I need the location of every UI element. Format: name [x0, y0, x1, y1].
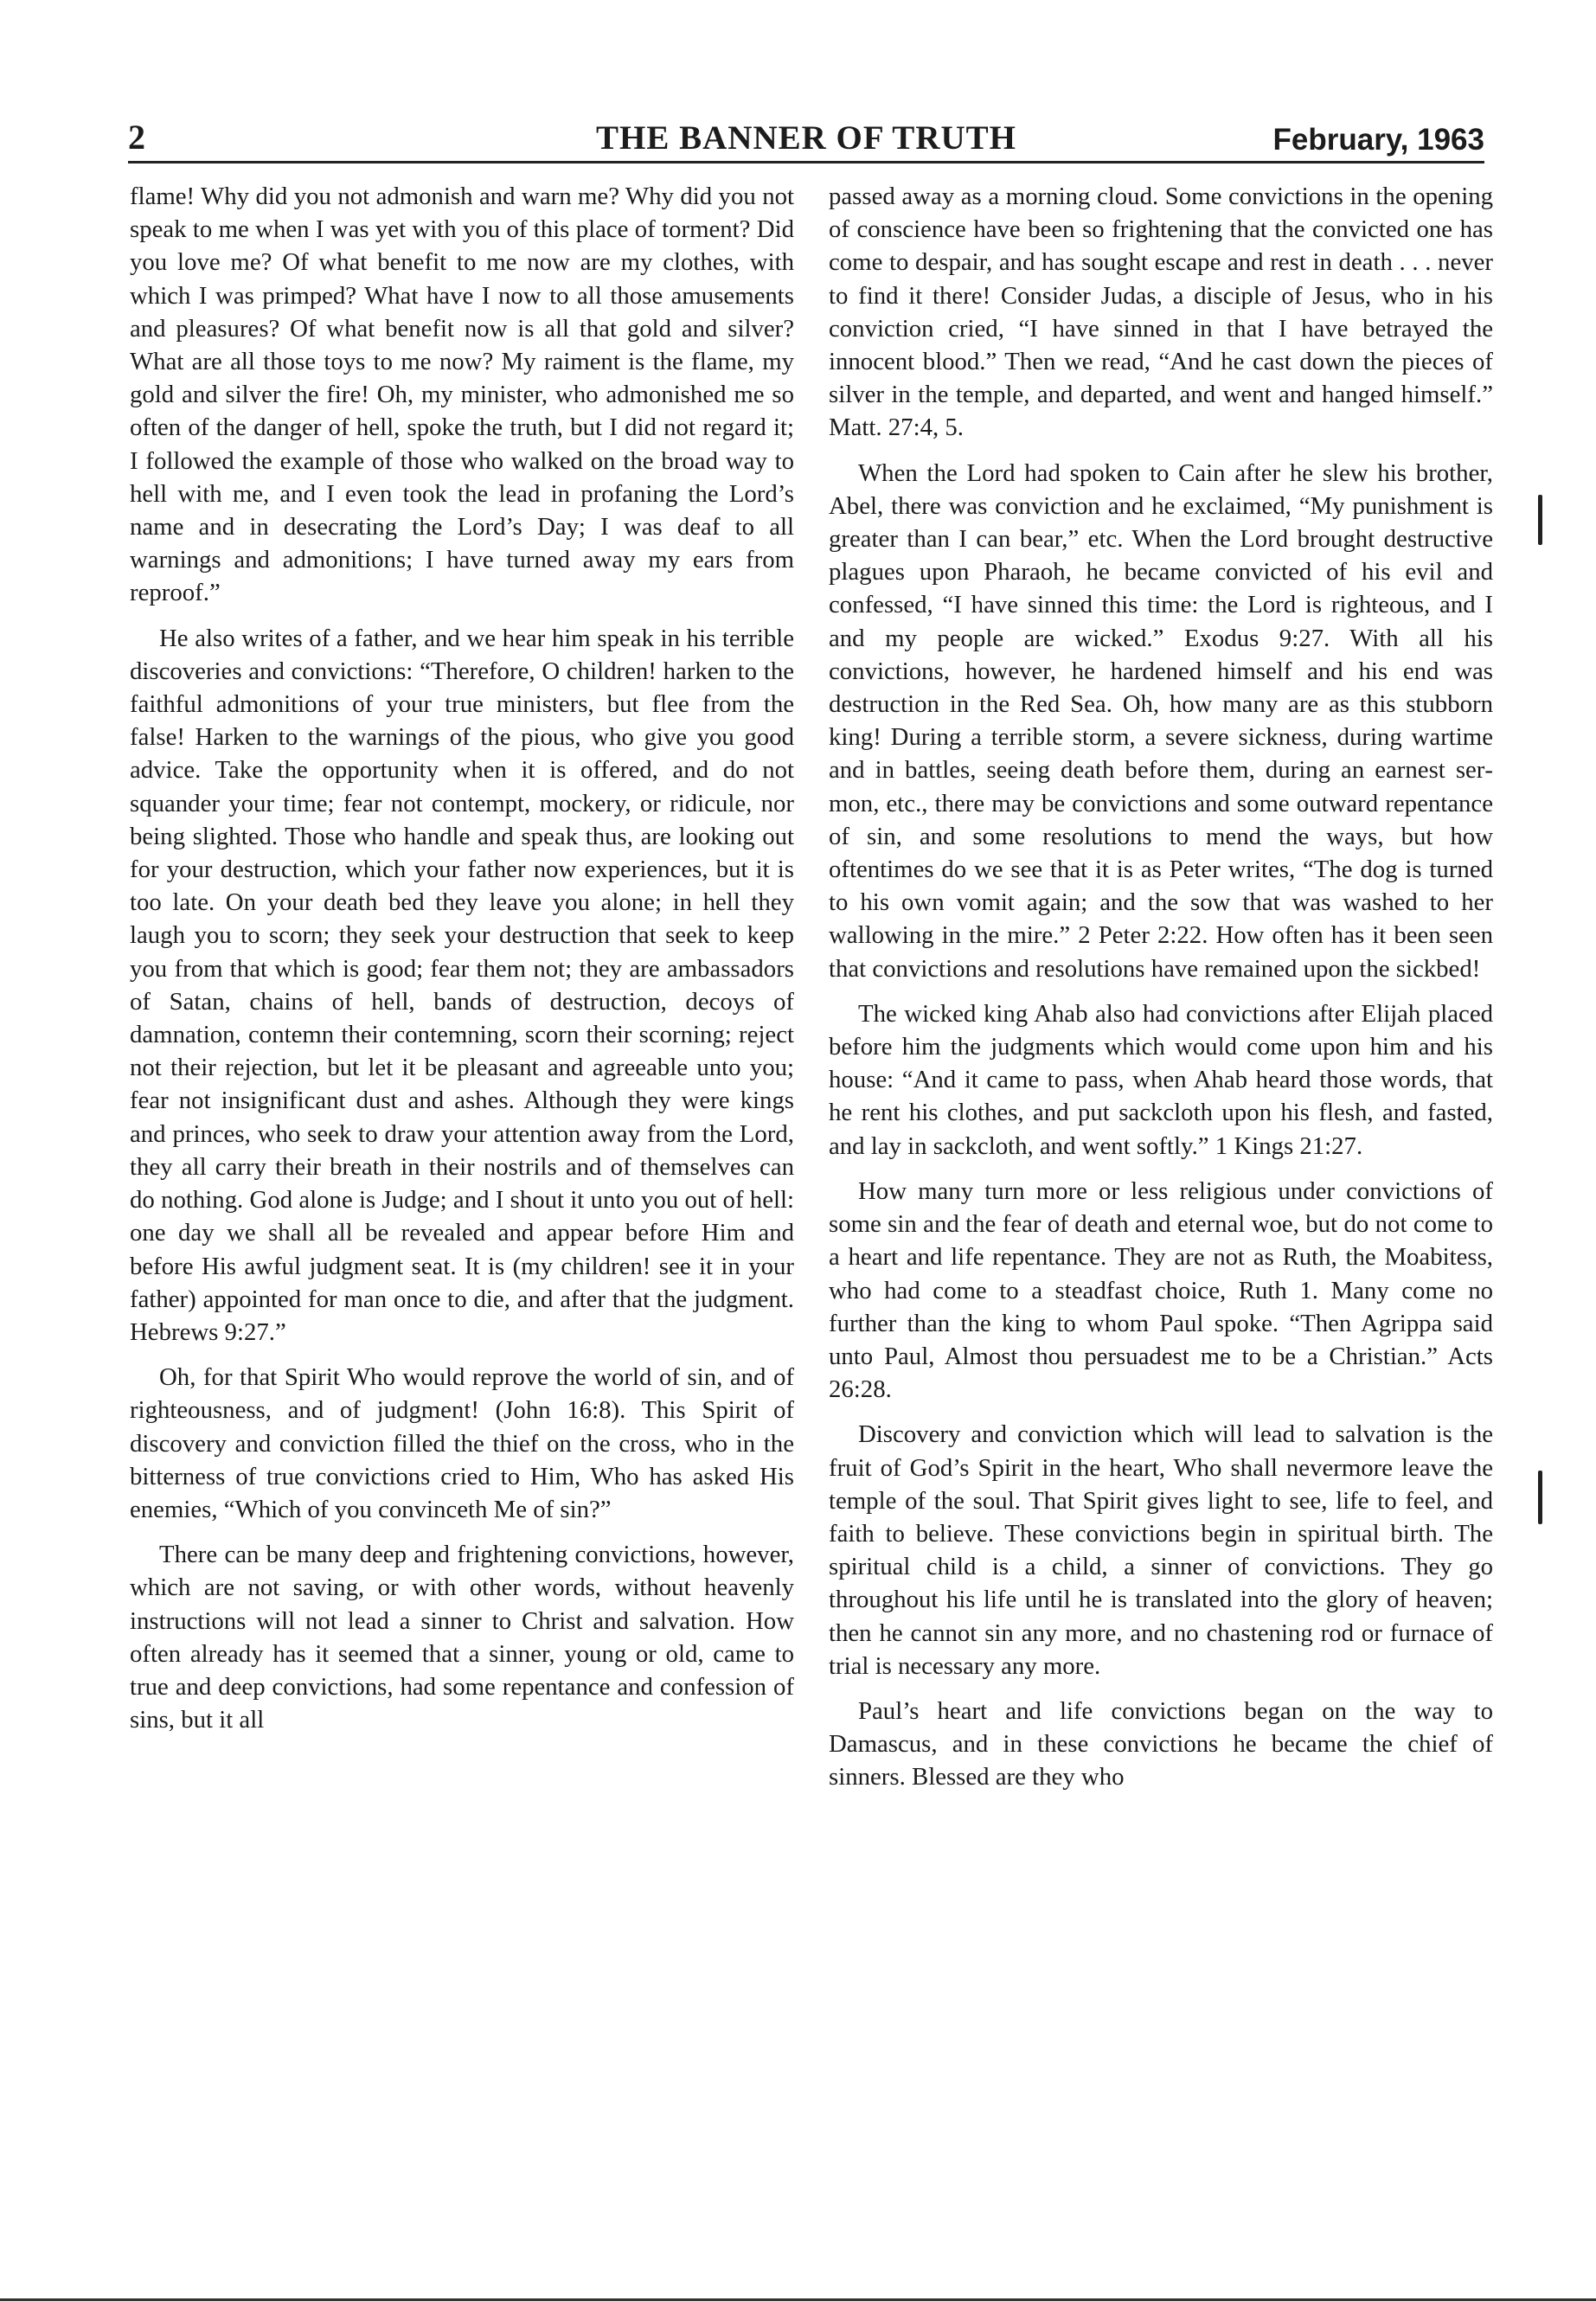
issue-date: February, 1963: [1272, 123, 1484, 157]
left-column: [130, 180, 794, 1736]
scan-mark: [1538, 495, 1542, 545]
paragraph: How many turn more or less religious under convictions of some sin and the fear of death and eternal woe, but do not come to a heart and life repentance. They are not as Ruth, the Moabitess, who had come to a steadfast choice, Ruth 1. Many come no further than the king to whom Paul spoke. “Then Agrippa said unto Paul, Almost thou persuadest me to be a Christian.” Acts 26:28.: [829, 1176, 1493, 1404]
paragraph: The wicked king Ahab also had convictions after Elijah placed before him the judgments which would come upon him and his house: “And it came to pass, when Ahab heard those words, that he rent his clothes, and put sackcloth upon his flesh, and fasted, and lay in sackcloth, and went softly.” 1 Kings 21:27.: [829, 999, 1493, 1160]
paragraph: He also writes of a father, and we hear him speak in his terrible discoveries and convictions: “Therefore, O children! harken to the faithful admonitions of your true ministers, but flee from the false! Harken to the warnings of the pious, who give you good advice. Take the opportunity when it is offered, and do not squander your time; fear not contempt, mockery, or ridicule, nor being slighted. Those who handle and speak thus, are looking out for your destruction, which your father now experiences, but it is too late. On your death bed they leave you alone; in hell they laugh you to scorn; they seek your destruction that seek to keep you from that which is good; fear them not; they are ambassadors of Satan, chains of hell, bands of destruction, decoys of damnation, contemn their contemning, scorn their scorning; reject not their rejection, but let it be pleasant and agreeable unto you; fear not insignificant dust and ashes. Although they were kings and princes, who seek to draw your attention away from the Lord, they all carry their breath in their nostrils and of themselves can do nothing. God alone is Judge; and I shout it unto you out of hell: one day we shall all be revealed and appear before Him and before His awful judgment seat. It is (my children! see it in your father) appointed for man once to die, and after that the judgment. Hebrews 9:27.”: [130, 624, 794, 1346]
paragraph: passed away as a morning cloud. Some convictions in the opening of conscience have been so frightening that the convicted one has come to despair, and has sought escape and rest in death . . . never to find it there! Consider Judas, a disciple of Jesus, who in his conviction cried, “I have sinned in that I have betrayed the innocent blood.” Then we read, “And he cast down the pieces of silver in the temple, and departed, and went and hanged himself.” Matt. 27:4, 5.: [829, 183, 1493, 442]
paragraph: Discovery and conviction which will lead to salvation is the fruit of God’s Spirit in the heart, Who shall nevermore leave the temple of the soul. That Spirit gives light to see, life to feel, and faith to believe. These convictions begin in spiritual birth. The spiritual child is a child, a sinner of convictions. They go throughout his life until he is translated into the glory of heaven; then he cannot sin any more, and no chastening rod or furnace of trial is necessary any more.: [829, 1420, 1493, 1680]
page-number: 2: [128, 118, 145, 157]
paragraph: There can be many deep and frightening convictions, however, which are not saving, or with other words, without heavenly instructions will not lead a sinner to Christ and salvation. How often already has it seemed that a sinner, young or old, came to true and deep convictions, had some repentance and confession of sins, but it all: [130, 1541, 794, 1734]
magazine-title: THE BANNER OF TRUTH: [596, 119, 1016, 157]
right-column: [829, 180, 1493, 1794]
scan-mark: [1538, 1471, 1542, 1524]
paragraph: Paul’s heart and life convictions began on the way to Damascus, and in these convictions he became the chief of sinners. Blessed are they who: [829, 1696, 1493, 1791]
paragraph: Oh, for that Spirit Who would reprove the world of sin, and of righteousness, and of judgment! (John 16:8). This Spirit of discovery and conviction filled the thief on the cross, who in the bitterness of true convictions cried to Him, Who has asked His enemies, “Which of you convinceth Me of sin?”: [130, 1363, 794, 1523]
paragraph: When the Lord had spoken to Cain after he slew his brother, Abel, there was conviction and he exclaimed, “My punishment is greater than I can bear,” etc. When the Lord brought destructive plagues upon Pharaoh, he became convicted of his evil and confessed, “I have sinned this time: the Lord is righteous, and I and my people are wicked.” Exodus 9:27. With all his convictions, however, he hardened himself and his end was destruction in the Red Sea. Oh, how many are as this stubborn king! During a terrible storm, a severe sickness, during wartime and in battles, seeing death before them, during an earnest sermon, etc., there may be convictions and some outward repentance of sin, and some resolutions to mend the ways, but how oftentimes do we see that it is as Peter writes, “The dog is turned to his own vomit again; and the sow that was washed to her wallowing in the mire.” 2 Peter 2:22. How often has it been seen that convictions and resolutions have remained upon the sickbed!: [829, 458, 1493, 983]
paragraph: flame! Why did you not admonish and warn me? Why did you not speak to me when I was yet with you of this place of torment? Did you love me? Of what benefit to me now are my clothes, with which I was primped? What have I now to all those amusements and pleasures? Of what benefit now is all that gold and silver? What are all those toys to me now? My raiment is the flame, my gold and silver the fire! Oh, my minister, who admonished me so often of the danger of hell, spoke the truth, but I did not regard it; I followed the example of those who walked on the broad way to hell with me, and I even took the lead in profaning the Lord’s name and in desecrating the Lord’s Day; I was deaf to all warnings and admonitions; I have turned away my ears from reproof.”: [130, 183, 794, 607]
page-header: [128, 111, 1484, 163]
